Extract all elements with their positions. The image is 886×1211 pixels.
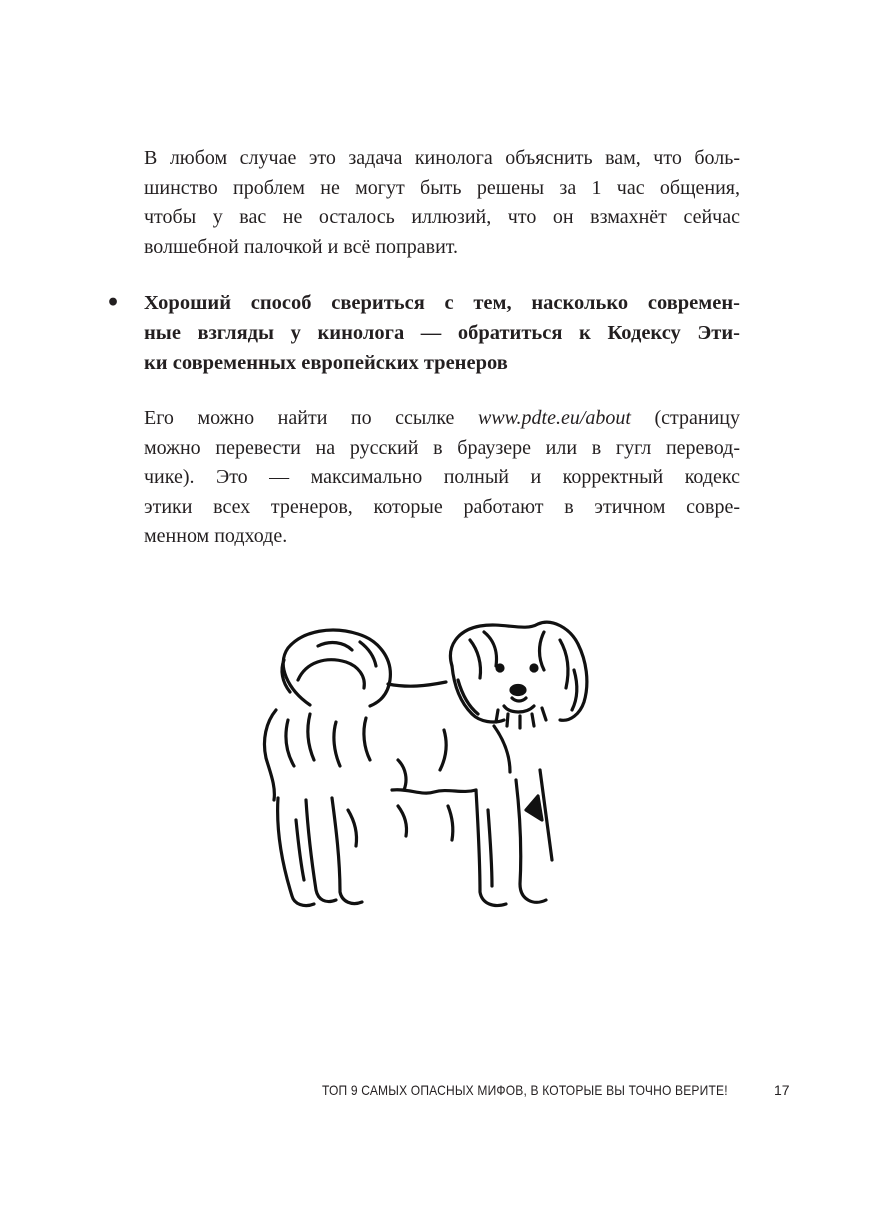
code-of-ethics-paragraph: [144, 404, 740, 552]
bullet-marker: •: [106, 290, 121, 316]
dog-nose: [511, 686, 525, 695]
dog-chest: [494, 726, 510, 772]
text-line: менном подходе.: [144, 525, 288, 547]
text-line: чтобы у вас не осталось иллюзий, что он взмахнёт сейчас: [144, 206, 740, 228]
bullet-heading: [144, 288, 740, 378]
text-line: чике). Это — максимально полный и корректный кодекс: [144, 466, 740, 488]
text-line: можно перевести на русский в браузере или в гугл перевод-: [144, 436, 740, 459]
heading-line: ки современных европейских тренеров: [144, 352, 508, 374]
dog-illustration: [248, 610, 598, 925]
text-line: волшебной палочкой и всё поправит.: [144, 235, 459, 258]
text-segment: (страницу: [654, 407, 741, 429]
text-line: шинство проблем не могут быть решены за 1 час общения,: [144, 176, 740, 199]
text-segment: Его можно найти по ссылке: [144, 407, 455, 429]
dog-eye-right: [531, 665, 537, 671]
page-number: 17: [774, 1082, 790, 1098]
dog-back: [388, 682, 446, 686]
heading-line: Хороший способ свериться с тем, насколько современ-: [144, 292, 740, 314]
ethics-link[interactable]: www.pdte.eu/about: [477, 407, 631, 429]
text-line: [144, 404, 740, 434]
intro-paragraph: [144, 144, 740, 262]
dog-eye-left: [497, 665, 503, 671]
heading-line: ные взгляды у кинолога — обратиться к Кодексу Эти-: [144, 322, 740, 344]
text-line: этики всех тренеров, которые работают в этичном совре-: [144, 495, 740, 518]
running-footer-title: ТОП 9 САМЫХ ОПАСНЫХ МИФОВ, В КОТОРЫЕ ВЫ ТОЧНО ВЕРИТЕ!: [322, 1082, 728, 1098]
text-line: В любом случае это задача кинолога объяснить вам, что боль-: [144, 147, 740, 169]
